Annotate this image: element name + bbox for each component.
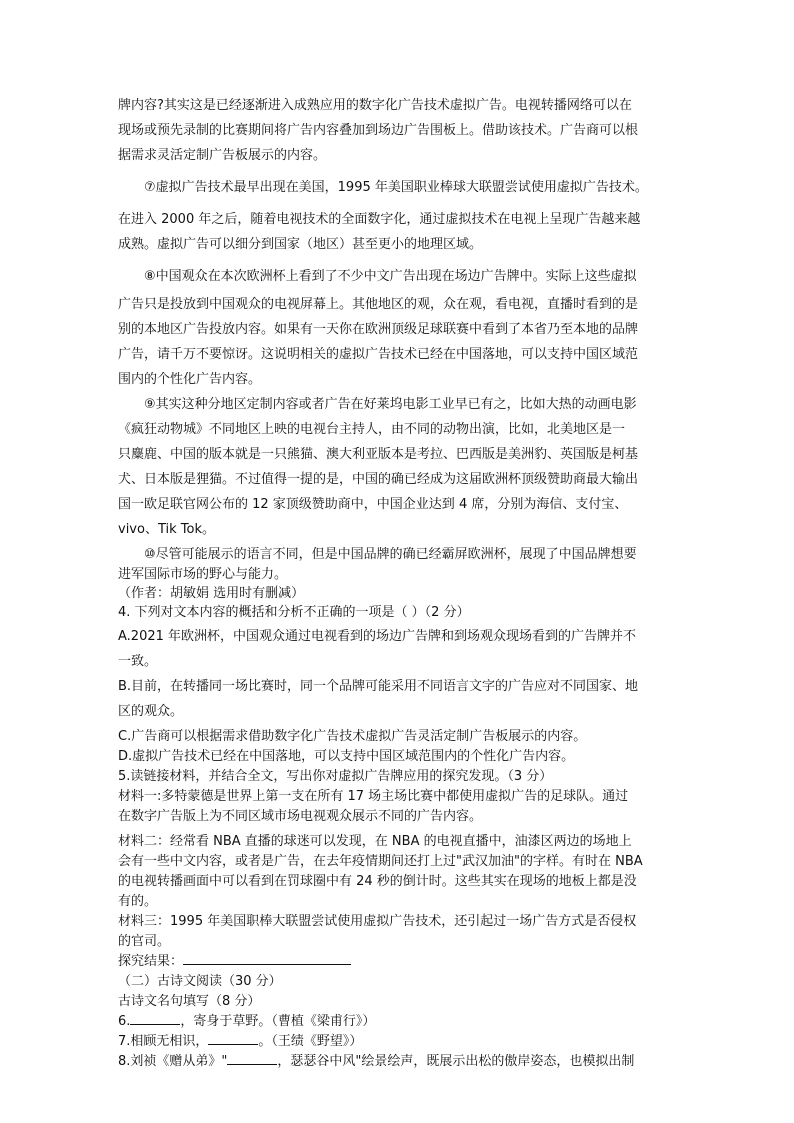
result-line bbox=[118, 952, 686, 972]
text-line: 广告，请千万不要惊讶。这说明相关的虚拟广告技术已经在中国落地，可以支持中国区域范 bbox=[118, 347, 639, 362]
text-line: vivo、Tik Tok。 bbox=[118, 522, 215, 537]
text-line: 广告只是投放到中国观众的电视屏幕上。其他地区的观，众在观，看电视，直播时看到的是 bbox=[118, 297, 639, 312]
question-7 bbox=[118, 1032, 686, 1052]
question-4 bbox=[118, 603, 686, 767]
text-line: 围内的个性化广告内容。 bbox=[118, 372, 262, 387]
material-3-line: 材料三：1995 年美国职棒大联盟尝试使用虚拟广告技术，还引起过一场广告方式是否侵权 bbox=[118, 914, 637, 929]
text-line: ⑧中国观众在本次欧洲杯上看到了不少中文广告出现在场边广告牌中。实际上这些虚拟 bbox=[144, 269, 637, 284]
text-line: 现场或预先录制的比赛期间将广告内容叠加到场边广告围板上。借助该技术。广告商可以根 bbox=[118, 123, 639, 138]
author-note: （作者：胡敏娟 选用时有删减） bbox=[118, 586, 305, 601]
text-line: 在进入 2000 年之后，随着电视技术的全面数字化，通过虚拟技术在电视上呈现广告越来越 bbox=[118, 212, 641, 227]
text-line: 《疯狂动物城》不同地区上映的电视台主持人，由不同的动物出演，比如，北美地区是一 bbox=[118, 422, 626, 437]
material-1-line: 材料一:多特蒙德是世界上第一支在所有 17 场主场比赛中都使用虚拟广告的足球队。通过 bbox=[118, 789, 629, 804]
question-text: 。（王绩《野望》） bbox=[258, 1034, 363, 1049]
material-2-line: 会有一些中文内容，或者是广告，在去年疫情期间还打上过"武汉加油"的字样。有时在 NBA bbox=[118, 854, 643, 869]
question-text: 8.刘祯《赠从弟》" bbox=[118, 1054, 228, 1069]
material-2-line: 的电视转播画面中可以看到在罚球圈中有 24 秒的倒计时。这些其实在现场的地板上都是没 bbox=[118, 874, 637, 889]
result-label: 探究结果： bbox=[118, 954, 184, 969]
paragraph-10 bbox=[118, 545, 686, 584]
section-title: （二）古诗文阅读（30 分） bbox=[118, 974, 282, 989]
question-number: 6. bbox=[118, 1014, 131, 1029]
material-2-line: 有的。 bbox=[118, 894, 158, 909]
option-b: B.目前，在转播同一场比赛时，同一个品牌可能采用不同语言文字的广告应对不同国家、地 bbox=[118, 679, 639, 694]
document-page bbox=[118, 96, 686, 1072]
paragraph-6 bbox=[118, 96, 686, 166]
option-a-cont: 一致。 bbox=[118, 654, 158, 669]
section-subtitle: 古诗文名句填写（8 分） bbox=[118, 994, 261, 1009]
answer-blank[interactable] bbox=[208, 1032, 258, 1045]
text-line: 进军国际市场的野心与能力。 bbox=[118, 567, 288, 582]
question-8 bbox=[118, 1052, 686, 1072]
option-c: C.广告商可以根据需求借助数字化广告技术虚拟广告灵活定制广告板展示的内容。 bbox=[118, 729, 587, 744]
material-3-line: 的官司。 bbox=[118, 934, 171, 949]
question-text: 7.相顾无相识， bbox=[118, 1034, 209, 1049]
option-a: A.2021 年欧洲杯，中国观众通过电视看到的场边广告牌和到场观众现场看到的广告牌并不 bbox=[118, 629, 637, 644]
paragraph-9 bbox=[118, 395, 686, 540]
question-5 bbox=[118, 767, 686, 972]
text-line: 只麋鹿、中国的版本就是一只熊猫、澳大利亚版本是考拉、巴西版是美洲豹、英国版是柯基 bbox=[118, 447, 639, 462]
question-text: ，寄身于草野。（曹植《梁甫行》） bbox=[180, 1014, 376, 1029]
answer-blank[interactable] bbox=[227, 1052, 277, 1065]
question-stem: 5.读链接材料，并结合全文，写出你对虚拟广告牌应用的探究发现。（3 分） bbox=[118, 769, 553, 784]
text-line: 别的本地区广告投放内容。如果有一天你在欧洲顶级足球联赛中看到了本省乃至本地的品牌 bbox=[118, 322, 639, 337]
question-stem: 4. 下列对文本内容的概括和分析不正确的一项是（ ）（2 分） bbox=[118, 605, 470, 620]
text-line: 国一欧足联官网公布的 12 家顶级赞助商中，中国企业达到 4 席，分别为海信、支付宝、 bbox=[118, 497, 628, 512]
answer-blank[interactable] bbox=[130, 1012, 180, 1025]
paragraph-7 bbox=[118, 178, 686, 255]
text-line: 成熟。虚拟广告可以细分到国家（地区）甚至更小的地理区域。 bbox=[118, 237, 483, 252]
section-2 bbox=[118, 972, 686, 1072]
paragraph-8 bbox=[118, 267, 686, 390]
answer-blank[interactable] bbox=[183, 952, 351, 965]
text-line: 犬、日本版是狸猫。不过值得一提的是，中国的确已经成为这届欧洲杯顶级赞助商最大输出 bbox=[118, 472, 639, 487]
option-d: D.虚拟广告技术已经在中国落地，可以支持中国区域范围内的个性化广告内容。 bbox=[118, 749, 575, 764]
material-2-line: 材料二：经常看 NBA 直播的球迷可以发现，在 NBA 的电视直播中，油漆区两边的场地上 bbox=[118, 834, 632, 849]
text-line: 据需求灵活定制广告板展示的内容。 bbox=[118, 148, 327, 163]
text-line: 牌内容?其实这是已经逐渐进入成熟应用的数字化广告技术虚拟广告。电视转播网络可以在 bbox=[118, 98, 632, 113]
text-line: ⑨其实这种分地区定制内容或者广告在好莱坞电影工业早已有之，比如大热的动画电影 bbox=[144, 397, 637, 412]
option-b-cont: 区的观众。 bbox=[118, 704, 184, 719]
question-6 bbox=[118, 1012, 686, 1032]
material-1-line: 在数字广告版上为不同区域市场电视观众展示不同的广告内容。 bbox=[118, 809, 483, 824]
text-line: ⑩尽管可能展示的语言不同，但是中国品牌的确已经霸屏欧洲杯，展现了中国品牌想要 bbox=[144, 547, 637, 562]
text-line: ⑦虚拟广告技术最早出现在美国，1995 年美国职业棒球大联盟尝试使用虚拟广告技术。 bbox=[144, 180, 648, 195]
question-text: ，瑟瑟谷中风"绘景绘声，既展示出松的傲岸姿态，也模拟出制 bbox=[277, 1054, 635, 1069]
